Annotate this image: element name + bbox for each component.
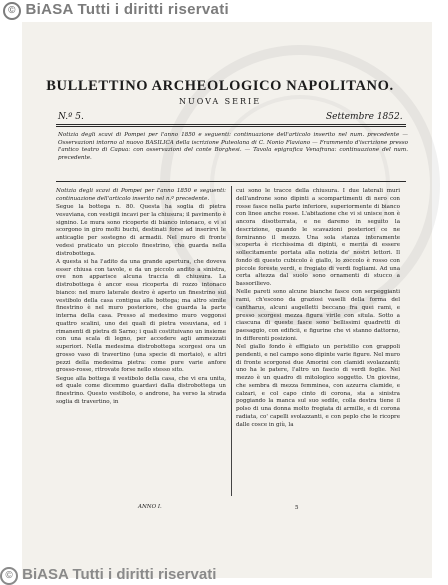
copyright-icon: © <box>3 2 21 20</box>
column-divider <box>231 186 232 496</box>
watermark-top-text: BiASA Tutti i diritti riservati <box>25 1 229 18</box>
left-paragraph: Segue alla bottega il vestibolo della casa, che vi era unita, ed quale come dicemmo guardavi dalla distrobottega un finestrino. Questo vestibolo, o androne, ha verso la strada soglia di travertino, in <box>56 375 226 405</box>
summary-text: Notizia degli scavi di Pompei per l'anno 1850 e seguenti: continuazione dell'articolo inserito nel num. precedente — Osservazioni intorno al nuovo BASILICA della iscrizione Puteolana di C. Nonio Flaviano — Frammento d'iscrizione presso l'antico teatro di Capua: con osservazioni del conte Borghesi. — Tavola epigrafica Venafrana: continuazione del num. precedente. <box>58 132 408 161</box>
journal-title: BULLETTINO ARCHEOLOGICO NAPOLITANO. <box>46 78 394 94</box>
right-paragraph: Nel giallo fondo è effigiato un peristilio con grappoli pendenti, e nel campo sono dipinte varie figure. Nel muro di fronte scorgonsi due Amorini con clamidi svolazzanti; uno ha le patere, l'altro un fascio di verdi foglie. Nel mezzo è un quadro di mitologico soggetto. Un giovine, che sembra di mezza femminea, con azzurra clamide, e calzari, e col capo cinto di corona, sta a sinistra poggiando la manca sul suo sedile, colla destra tiene il polso di una donna molto fregiata di armille, e di corona radiata, co' capelli svolazzanti, e con peplo che le ricopre dalle cosce in giù, la <box>236 344 400 428</box>
right-paragraph: cui sono le tracce della chiusura. I due laterali muri dell'androne sono dipinti a scompartimenti di nero con rosse fasce nella parte inferiore, superiormente di bianco con linee anche rosse. L'abitazione che vi si unisce non è ancora disotterrata, e ne daremo in seguito la descrizione, quando le scavazioni posteriori ce ne forniranno il mezzo. Una sola stanza interamente scoperta è ricchissima di dipinti, e merita di essere sollecitamente portata alla notizia de' nostri lettori. Il fondo di questo cubicolo è giallo, lo zoccolo è rosso con piccole foreste verdi, e fregiato di verdi fogliami. Ad una certa altezza dal suolo sono ornamenti di stucco a bassorilievo. <box>236 188 400 287</box>
journal-subtitle: NUOVA SERIE <box>178 97 262 106</box>
summary-rule <box>56 181 406 182</box>
page-footnote: ANNO I. <box>138 504 162 510</box>
issue-number: N.º 5. <box>58 112 84 122</box>
copyright-watermark-top <box>0 0 240 20</box>
right-column <box>236 188 400 430</box>
right-paragraph: Nelle pareti sono alcune bianche fasce con serpeggianti rami, ch'escono da graziosi vaselli della forma del cantharus, alcuni augelletti beccano fra quei rami, e presso scorgesi mezza figura virile con situla. Sotto a ciascuna di queste fasce sono bellissimi quadretti di paesaggio, con edificii, e figurine che vi stanno dattorno, in differenti posizioni. <box>236 289 400 342</box>
article-heading: Notizia degli scavi di Pompei per l'anno 1850 e seguenti: continuazione dell'articolo inserito nel n.º precedente. <box>56 188 226 202</box>
left-column <box>56 188 226 407</box>
left-paragraph: Segue la bottega n. 80. Questa ha soglia di pietra vesuviana, con vestigii incavi per la chiusura; il pavimento è signino. Le mura sono ricoperte di bianco intonaco, e vi si scorgono in giro molti buchi, destinati forse ad inserirvi le anticaglie per sostegno di armadii. Nel muro di fronte vedesi praticato un piccolo finestrino, che guarda nella distrobottega. <box>56 204 226 257</box>
contents-summary <box>58 132 408 162</box>
signature-mark: 5 <box>295 505 299 511</box>
issue-date: Settembre 1852. <box>326 112 403 122</box>
watermark-bottom-text: BiASA Tutti i diritti riservati <box>22 566 217 583</box>
copyright-icon: © <box>0 567 18 585</box>
header-rule <box>56 124 406 125</box>
copyright-watermark-bottom <box>0 565 260 585</box>
left-paragraph: A questa si ha l'adito da una grande apertura, che doveva esser chiusa con tavole, e da un piccolo andito a sinistra, ove non apparisce alcuna traccia di chiusura. La distrobottega è ancor essa ricoperta di rozzo intonaco bianco: nel muro laterale destro è aperto un finestrino sul vestibolo della casa contigua alla bottega; ma altro simile finestrino è nel muro posteriore, che guarda la parte interna della casa. Presso al medesimo muro veggonsi quattro scalini, uno dei quali di pietra vesuviana, ed i rimanenti di pietra di Sarno; i quali costituivano un insieme con una scala di legno, per accedere agli ammezzati superiori. Nella medesima distrobottega scorgesi ora un grosso vaso di travertino (una specie di mortaio), e altri pezzi della medesima pietra: come pure varie anfore grosso-rosse, ritrovate forse nello stesso sito. <box>56 258 226 374</box>
header-rule-thin <box>56 126 406 127</box>
